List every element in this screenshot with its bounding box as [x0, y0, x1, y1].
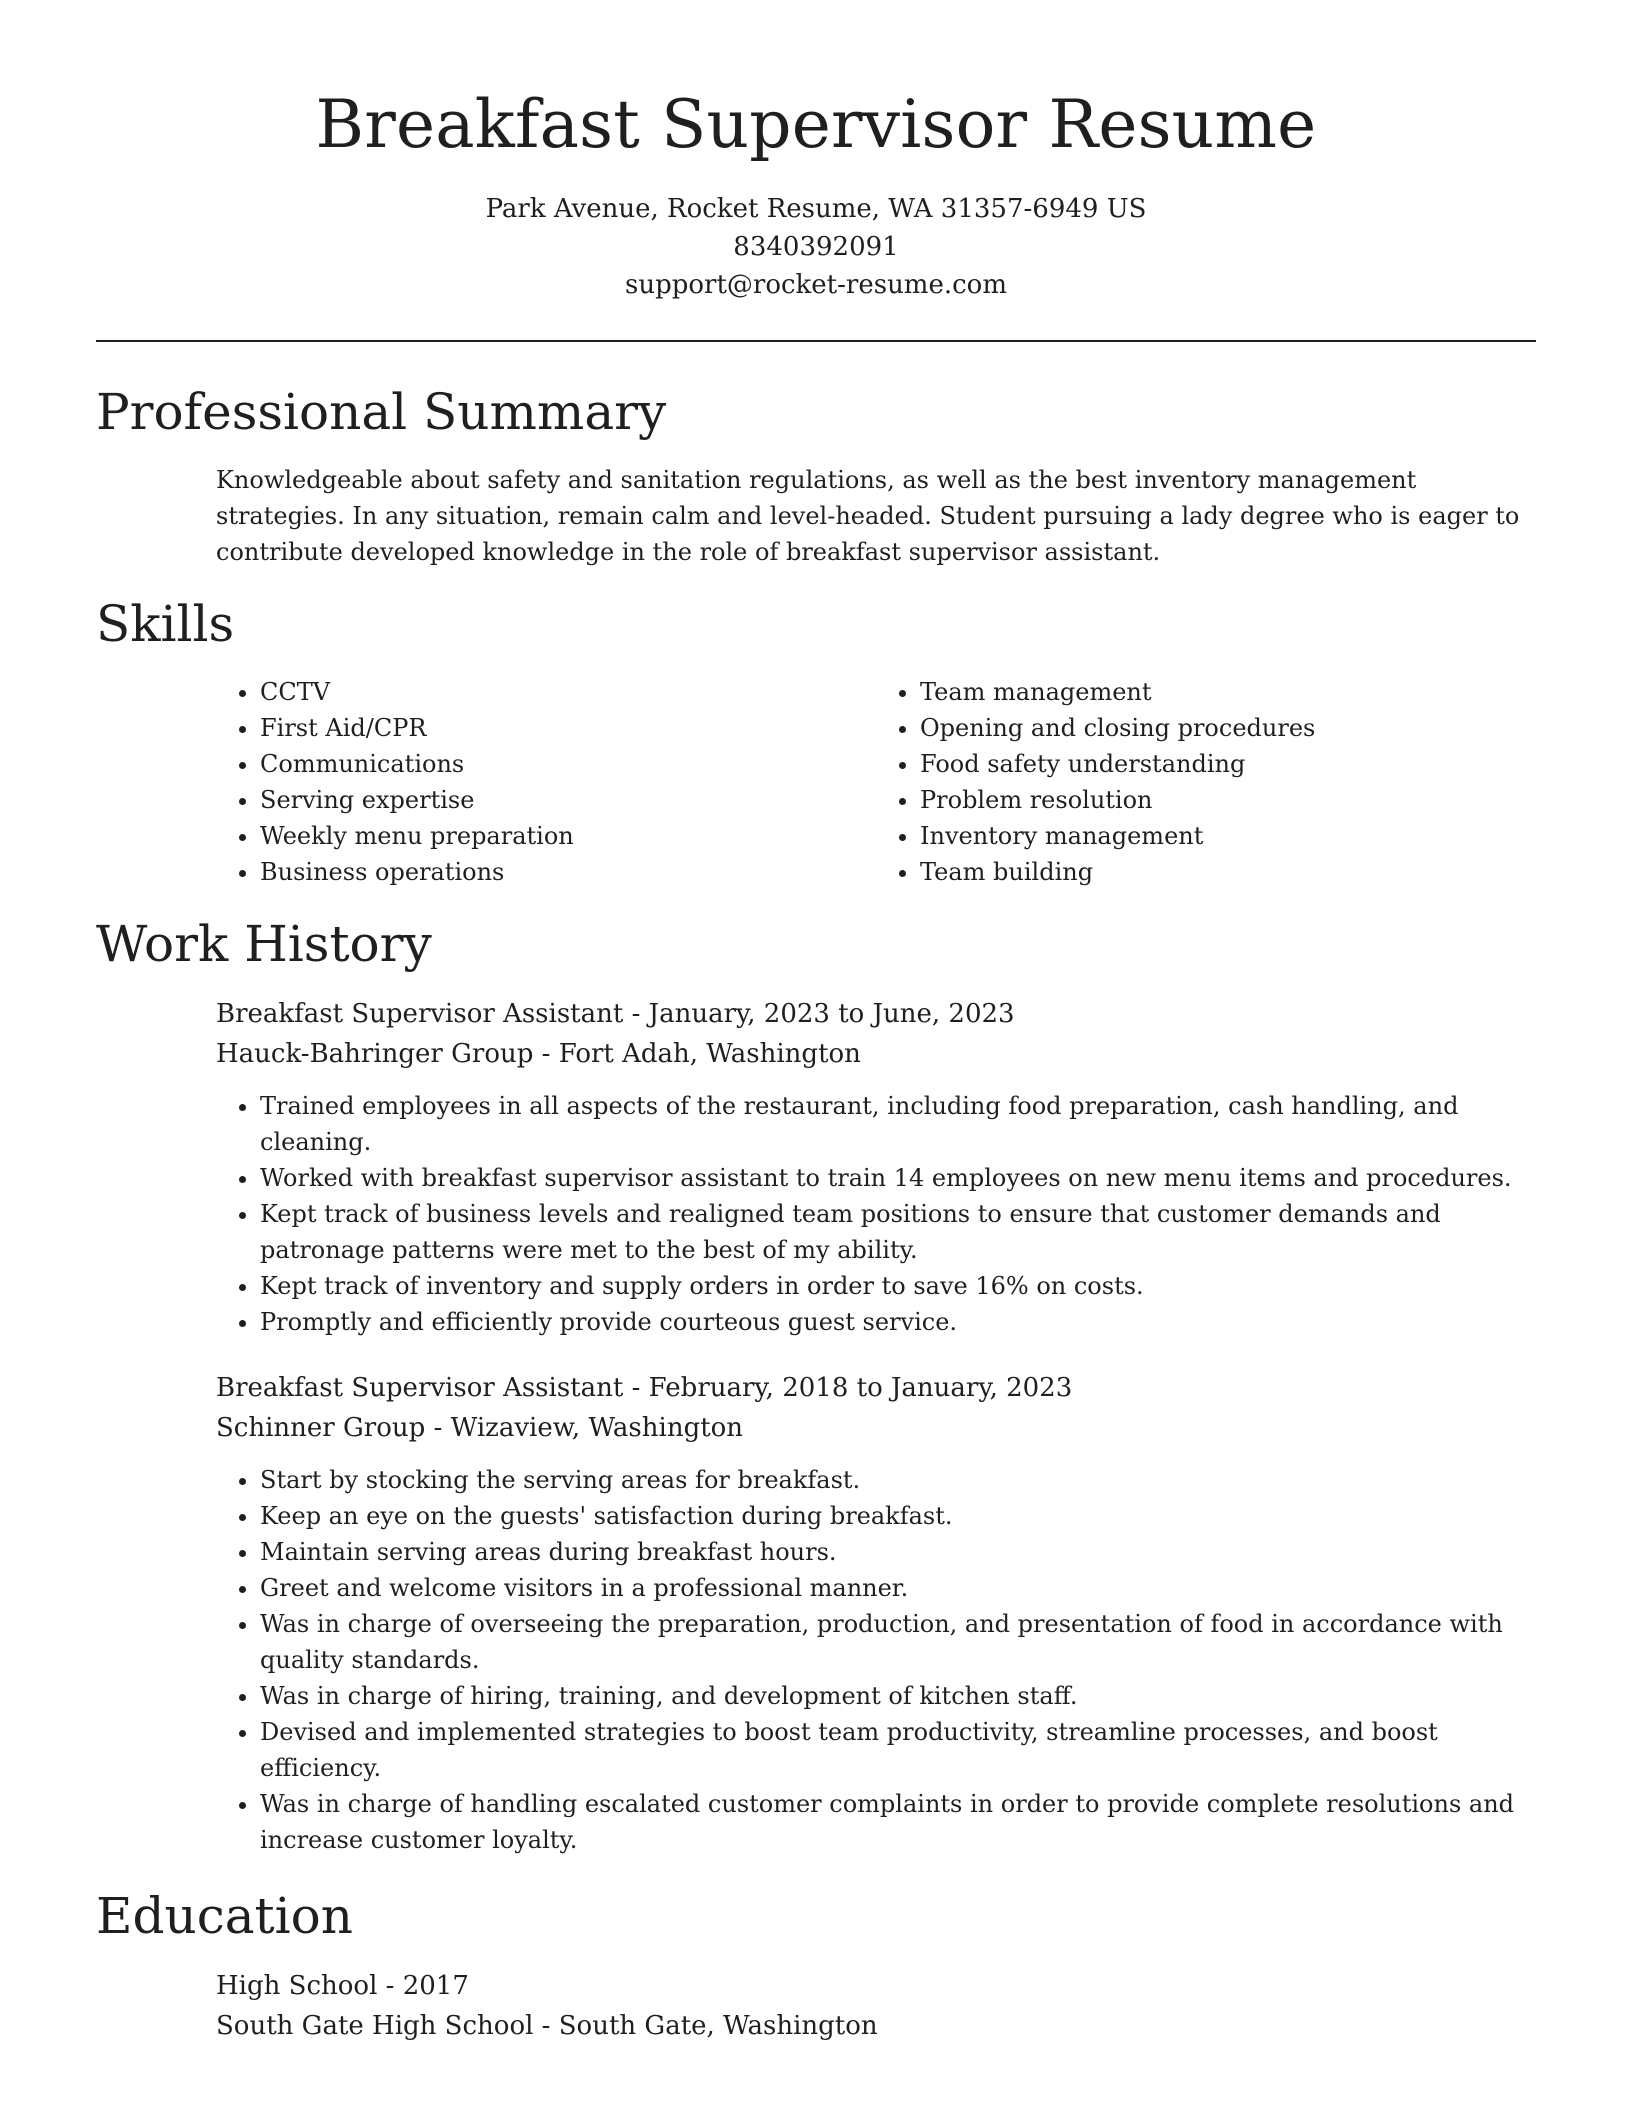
- job-company: Schinner Group: [216, 1413, 426, 1443]
- graduation-year: 2017: [402, 1971, 469, 2001]
- job-duty: • Worked with breakfast supervisor assistant to train 14 employees on new menu items and procedures.: [260, 1160, 1536, 1196]
- skill-item: • CCTV: [260, 674, 876, 710]
- separator: -: [377, 1971, 403, 2001]
- email-address: support@rocket-resume.com: [624, 270, 1007, 300]
- skill-item: • Weekly menu preparation: [260, 818, 876, 854]
- job-dates: January, 2023 to June, 2023: [648, 999, 1015, 1029]
- separator: -: [623, 999, 649, 1029]
- separator: -: [623, 1373, 649, 1403]
- summary-section: [96, 382, 1536, 570]
- skill-item: • Serving expertise: [260, 782, 876, 818]
- job-company-line: [216, 1408, 1536, 1448]
- job-title-line: [216, 994, 1536, 1034]
- job-location: Fort Adah, Washington: [558, 1039, 861, 1069]
- job-duty: • Kept track of business levels and realigned team positions to ensure that customer demands and patronage patterns were met to the best of my ability.: [260, 1196, 1536, 1268]
- contact-info: [96, 190, 1536, 304]
- school-line: [216, 2006, 1536, 2046]
- job-company-line: [216, 1034, 1536, 1074]
- education-entry: [216, 1966, 1536, 2046]
- summary-text: Knowledgeable about safety and sanitation regulations, as well as the best inventory management strategies. In any situation, remain calm and level-headed. Student pursuing a lady degree who is eager to contribute developed knowledge in the role of breakfast supervisor assistant.: [216, 466, 1520, 566]
- job-duty: • Was in charge of hiring, training, and development of kitchen staff.: [260, 1678, 1536, 1714]
- skill-item: • Team building: [920, 854, 1536, 890]
- skill-item: • Team management: [920, 674, 1536, 710]
- education-section: [96, 1886, 1536, 2046]
- school-name: South Gate High School: [216, 2011, 534, 2041]
- degree: High School: [216, 1971, 378, 2001]
- separator: -: [425, 1413, 451, 1443]
- separator: -: [533, 2011, 559, 2041]
- job-title-line: [216, 1368, 1536, 1408]
- degree-line: [216, 1966, 1536, 2006]
- resume-header: [96, 80, 1536, 304]
- education-heading: Education: [96, 1887, 353, 1945]
- job-duty: • Start by stocking the serving areas for breakfast.: [260, 1462, 1536, 1498]
- job-duty: • Keep an eye on the guests' satisfaction during breakfast.: [260, 1498, 1536, 1534]
- skills-list: [216, 674, 1536, 890]
- work-history-heading: Work History: [96, 915, 432, 973]
- skills-column-left: [216, 674, 876, 890]
- job-duty: • Greet and welcome visitors in a professional manner.: [260, 1570, 1536, 1606]
- job-duties: [216, 1088, 1536, 1340]
- job-duty: • Promptly and efficiently provide courteous guest service.: [260, 1304, 1536, 1340]
- job-position: Breakfast Supervisor Assistant: [216, 1373, 624, 1403]
- skill-item: • Food safety understanding: [920, 746, 1536, 782]
- separator: -: [533, 1039, 559, 1069]
- skill-item: • Communications: [260, 746, 876, 782]
- skills-section: [96, 594, 1536, 890]
- job-location: Wizaview, Washington: [450, 1413, 744, 1443]
- header-divider: [96, 340, 1536, 342]
- job-entry: [216, 994, 1536, 1340]
- skills-column-right: [876, 674, 1536, 890]
- job-duty: • Devised and implemented strategies to boost team productivity, streamline processes, and boost efficiency.: [260, 1714, 1536, 1786]
- phone-number: 8340392091: [733, 232, 899, 262]
- job-duty: • Kept track of inventory and supply orders in order to save 16% on costs.: [260, 1268, 1536, 1304]
- job-duty: • Maintain serving areas during breakfast hours.: [260, 1534, 1536, 1570]
- resume-title: Breakfast Supervisor Resume: [315, 86, 1317, 163]
- skill-item: • Opening and closing procedures: [920, 710, 1536, 746]
- job-duty: • Was in charge of overseeing the preparation, production, and presentation of food in accordance with quality standards.: [260, 1606, 1536, 1678]
- job-duties: [216, 1462, 1536, 1858]
- skill-item: • Problem resolution: [920, 782, 1536, 818]
- skills-heading: Skills: [96, 595, 235, 653]
- job-duty: • Trained employees in all aspects of the restaurant, including food preparation, cash handling, and cleaning.: [260, 1088, 1536, 1160]
- school-location: South Gate, Washington: [558, 2011, 878, 2041]
- summary-heading: Professional Summary: [96, 383, 667, 441]
- job-entry: [216, 1368, 1536, 1858]
- job-duty: • Was in charge of handling escalated customer complaints in order to provide complete resolutions and increase customer loyalty.: [260, 1786, 1536, 1858]
- work-history-section: [96, 914, 1536, 1858]
- job-company: Hauck-Bahringer Group: [216, 1039, 534, 1069]
- job-position: Breakfast Supervisor Assistant: [216, 999, 624, 1029]
- skill-item: • First Aid/CPR: [260, 710, 876, 746]
- skill-item: • Inventory management: [920, 818, 1536, 854]
- skill-item: • Business operations: [260, 854, 876, 890]
- address: Park Avenue, Rocket Resume, WA 31357-6949 US: [485, 194, 1147, 224]
- job-dates: February, 2018 to January, 2023: [648, 1373, 1073, 1403]
